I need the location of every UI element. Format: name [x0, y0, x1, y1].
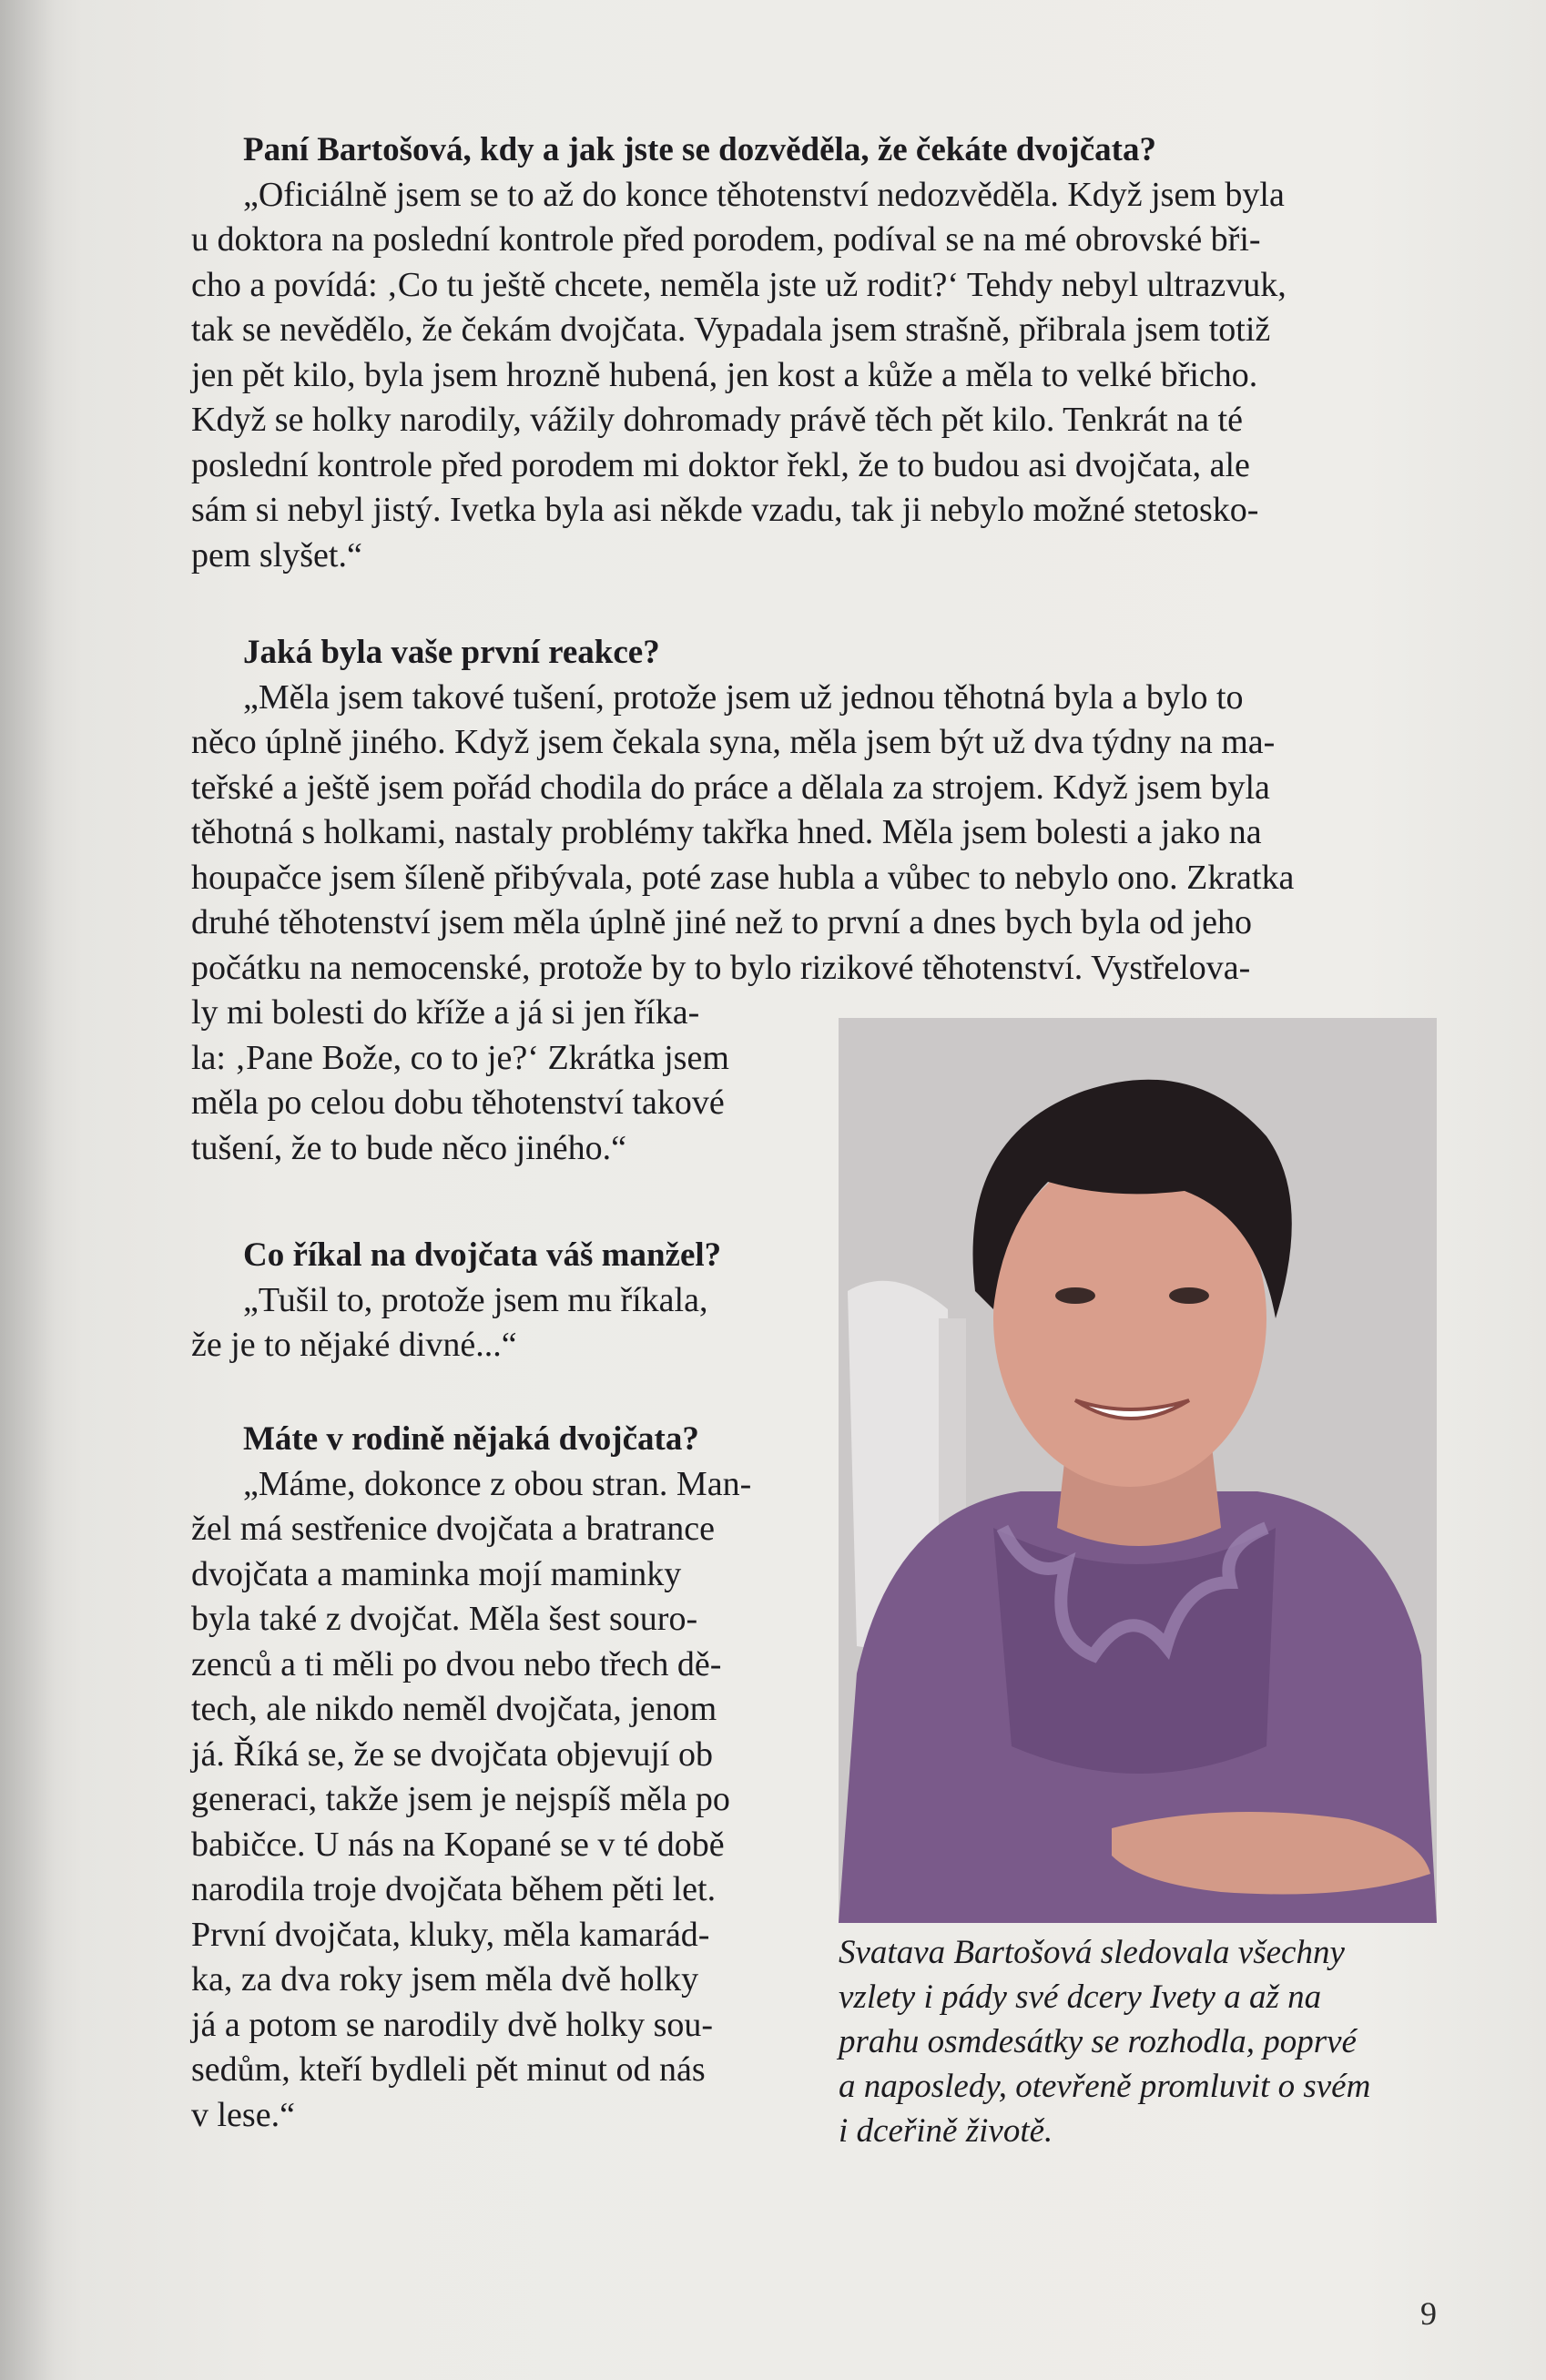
answer-1 — [191, 173, 1439, 579]
answer-4-line: já a potom se narodily dvě holky sou- — [191, 2005, 714, 2044]
section-3 — [191, 1233, 829, 1368]
section-1 — [191, 127, 1439, 578]
answer-1-line: tak se nevědělo, že čekám dvojčata. Vypadala jsem strašně, přibrala jsem totiž — [191, 310, 1271, 349]
answer-3-line: „Tušil to, protože jsem mu říkala, — [243, 1280, 708, 1319]
answer-4-line: zenců a ti měli po dvou nebo třech dě- — [191, 1644, 722, 1683]
answer-1-line: „Oficiálně jsem se to až do konce těhotenství nedozvěděla. Když jsem byla — [243, 175, 1285, 214]
answer-1-line: jen pět kilo, byla jsem hrozně hubená, jen kost a kůže a měla to velké břicho. — [191, 355, 1258, 394]
caption-line: Svatava Bartošová sledovala všechny — [839, 1934, 1345, 1971]
answer-1-line: sám si nebyl jistý. Ivetka byla asi někde vzadu, tak ji nebylo možné stetosko- — [191, 491, 1259, 529]
answer-4-line: „Máme, dokonce z obou stran. Man- — [243, 1464, 752, 1503]
answer-2-line: la: ‚Pane Bože, co to je?‘ Zkrátka jsem — [191, 1038, 729, 1077]
left-eye — [1055, 1287, 1095, 1304]
question-4: Máte v rodině nějaká dvojčata? — [243, 1420, 699, 1458]
caption-line: vzlety i pády své dcery Ivety a až na — [839, 1978, 1322, 2016]
answer-2-line: druhé těhotenství jsem měla úplně jiné než to první a dnes bych byla od jeho — [191, 903, 1253, 941]
answer-4-line: byla také z dvojčat. Měla šest souro- — [191, 1600, 698, 1638]
answer-4-line: narodila troje dvojčata během pěti let. — [191, 1870, 717, 1908]
answer-1-line: pem slyšet.“ — [191, 535, 362, 575]
answer-4-line: žel má sestřenice dvojčata a bratrance — [191, 1510, 715, 1548]
section-4 — [191, 1417, 815, 2138]
answer-2-line: měla po celou dobu těhotenství takové — [191, 1083, 725, 1122]
answer-4-line: v lese.“ — [191, 2095, 295, 2134]
answer-2-line: teřské a ještě jsem pořád chodila do práce a dělala za strojem. Když jsem byla — [191, 768, 1270, 807]
answer-3-line: že je to nějaké divné...“ — [191, 1326, 517, 1364]
answer-4-line: já. Říká se, že se dvojčata objevují ob — [191, 1734, 713, 1774]
photo-caption — [839, 1930, 1437, 2153]
portrait-illustration — [839, 1018, 1437, 1923]
answer-1-line: Když se holky narodily, vážily dohromady právě těch pět kilo. Tenkrát na té — [191, 401, 1243, 439]
page-number: 9 — [1420, 2295, 1437, 2332]
answer-4-line: babičce. U nás na Kopané se v té době — [191, 1825, 725, 1864]
answer-2-line: něco úplně jiného. Když jsem čekala syna, měla jsem být už dva týdny na ma- — [191, 723, 1276, 761]
answer-2-line: houpačce jsem šíleně přibývala, poté zase hubla a vůbec to nebylo ono. Zkratka — [191, 858, 1295, 897]
answer-3 — [191, 1278, 829, 1368]
question-3: Co říkal na dvojčata váš manžel? — [243, 1236, 722, 1274]
question-1: Paní Bartošová, kdy a jak jste se dozvěděla, že čekáte dvojčata? — [243, 131, 1156, 168]
caption-line: a naposledy, otevřeně promluvit o svém — [839, 2068, 1371, 2105]
answer-2-line: tušení, že to bude něco jiného.“ — [191, 1128, 627, 1167]
answer-4 — [191, 1462, 815, 2139]
binding-shadow — [0, 0, 55, 2380]
question-2: Jaká byla vaše první reakce? — [243, 634, 660, 671]
answer-1-line: cho a povídá: ‚Co tu ještě chcete, neměla jste už rodit?‘ Tehdy nebyl ultrazvuk, — [191, 265, 1287, 304]
answer-2-line: ly mi bolesti do kříže a já si jen říka- — [191, 993, 700, 1032]
answer-4-line: První dvojčata, kluky, měla kamarád- — [191, 1915, 710, 1954]
right-eye — [1169, 1287, 1209, 1304]
answer-4-line: ka, za dva roky jsem měla dvě holky — [191, 1960, 699, 1999]
caption-line: prahu osmdesátky se rozhodla, poprvé — [839, 2023, 1357, 2060]
answer-1-line: poslední kontrole před porodem mi doktor řekl, že to budou asi dvojčata, ale — [191, 445, 1250, 484]
answer-2-line: těhotná s holkami, nastaly problémy takřka hned. Měla jsem bolesti a jako na — [191, 813, 1262, 851]
answer-4-line: sedům, kteří bydleli pět minut od nás — [191, 2050, 706, 2089]
answer-2-line: „Měla jsem takové tušení, protože jsem už jednou těhotná byla a bylo to — [243, 677, 1244, 717]
portrait-photo — [839, 1018, 1437, 1923]
answer-4-line: dvojčata a maminka mojí maminky — [191, 1554, 682, 1593]
answer-4-line: tech, ale nikdo neměl dvojčata, jenom — [191, 1690, 717, 1728]
answer-1-line: u doktora na poslední kontrole před porodem, podíval se na mé obrovské bři- — [191, 220, 1261, 259]
caption-line: i dceřině životě. — [839, 2112, 1053, 2150]
answer-4-line: generaci, takže jsem je nejspíš měla po — [191, 1780, 730, 1818]
answer-2-line: počátku na nemocenské, protože by to bylo rizikové těhotenství. Vystřelova- — [191, 948, 1251, 987]
